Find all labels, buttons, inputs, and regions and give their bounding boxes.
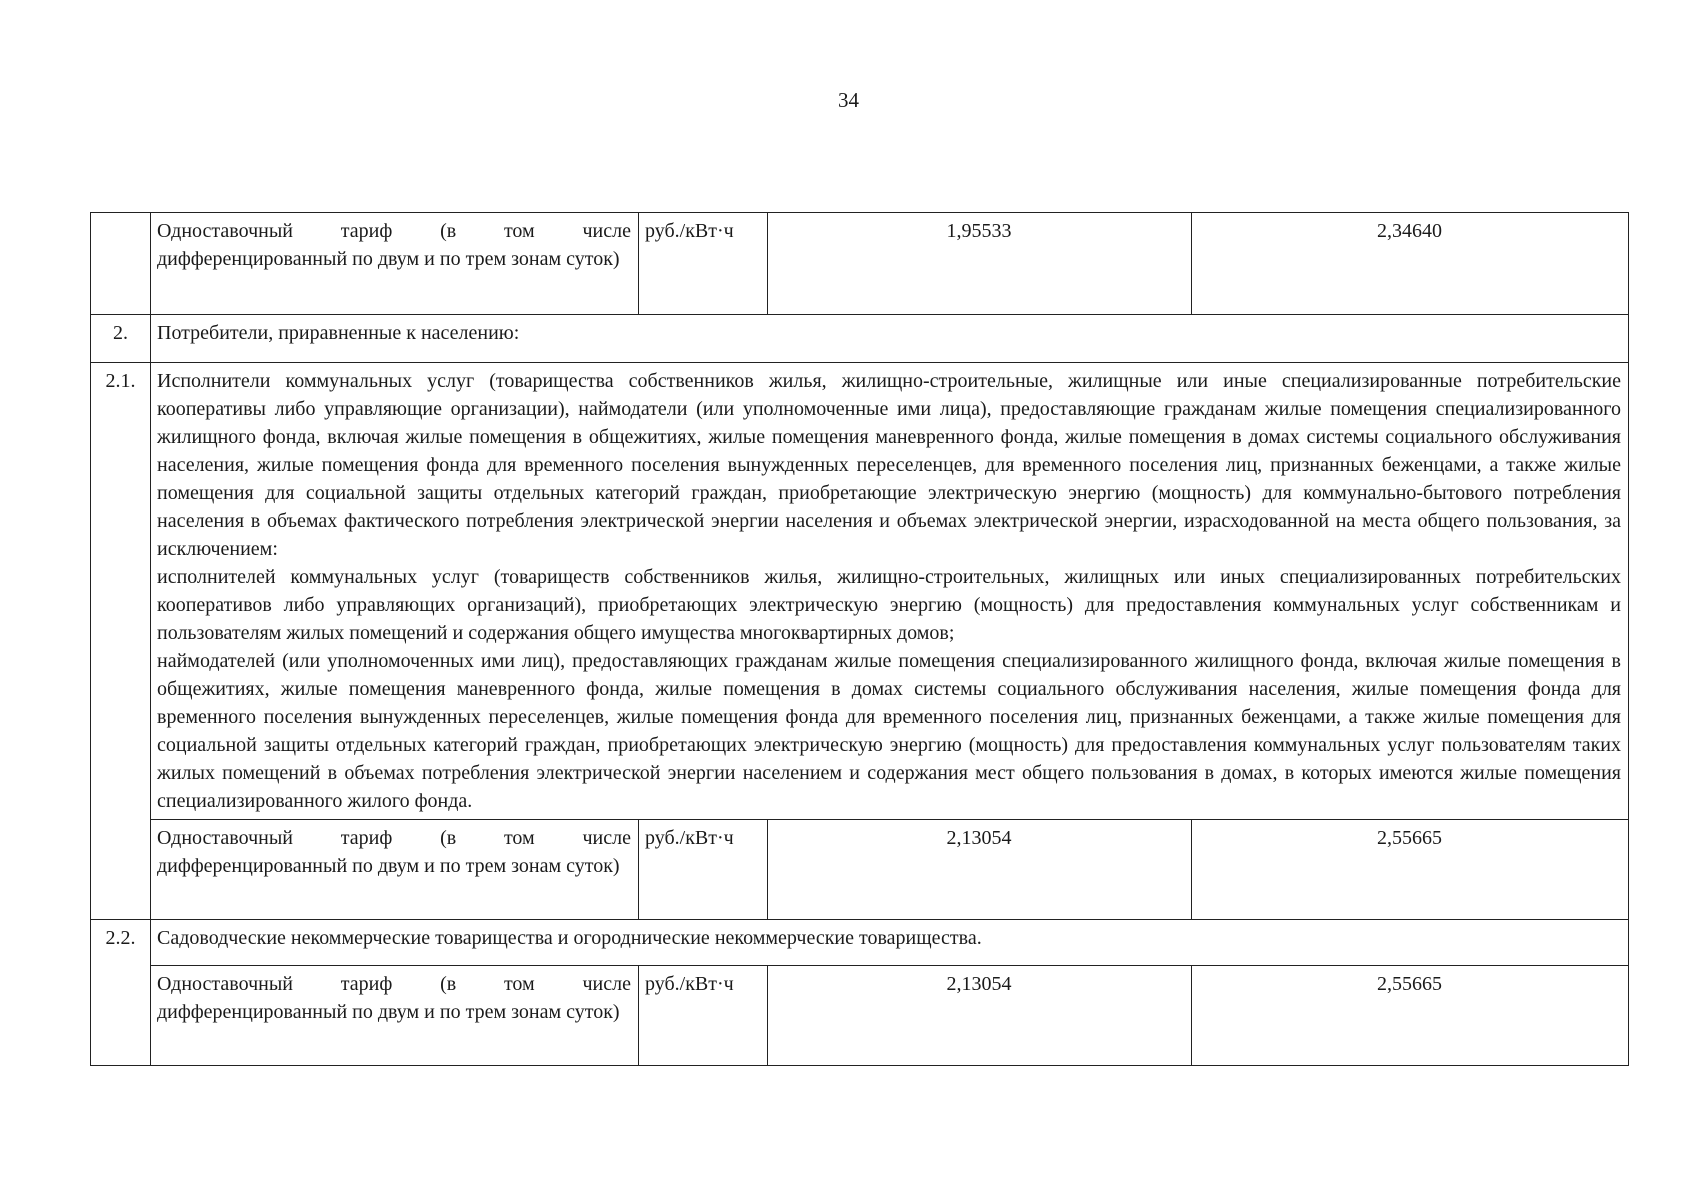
- section-title: Потребители, приравненные к населению:: [151, 315, 1629, 363]
- table-row: [91, 363, 1629, 820]
- table-row: [91, 820, 1629, 920]
- unit-cell: руб./кВт·ч: [639, 213, 768, 315]
- table-row: [91, 213, 1629, 315]
- tariff-value-2: 2,55665: [1192, 966, 1629, 1066]
- description-paragraph: наймодателей (или уполномоченных ими лиц), предоставляющих гражданам жилые помещения специализированного жилищного фонда, включая жилые помещения в общежитиях, жилые помещения маневренного фонда, жилые помещения в домах системы социального обслуживания населения, жилые помещения фонда для временного поселения вынужденных переселенцев, жилые помещения фонда для временного поселения лиц, признанных беженцами, а также жилые помещения для социальной защиты отдельных категорий граждан, приобретающих электрическую энергию (мощность) для предоставления коммунальных услуг пользователям таких жилых помещений в объемах потребления электрической энергии населением и содержания мест общего пользования в домах, в которых имеются жилые помещения специализированного жилого фонда.: [157, 650, 1621, 812]
- description-paragraph: Исполнители коммунальных услуг (товарищества собственников жилья, жилищно-строительные, жилищные или иные специализированные потребительские кооперативы либо управляющие организации), наймодатели (или уполномоченные ими лица), предоставляющие гражданам жилые помещения специализированного жилищного фонда, включая жилые помещения в общежитиях, жилые помещения маневренного фонда, жилые помещения в домах системы социального обслуживания населения, жилые помещения фонда для временного поселения вынужденных переселенцев, для временного поселения лиц, признанных беженцами, а также жилые помещения для социальной защиты отдельных категорий граждан, приобретающие электрическую энергию (мощность) для коммунально-бытового потребления населения в объемах фактического потребления электрической энергии населения и объемах электрической энергии, израсходованной на места общего пользования, за исключением:: [157, 370, 1621, 560]
- tariff-value-1: 1,95533: [768, 213, 1192, 315]
- tariff-description: Одноставочный тариф (в том числе дифференцированный по двум и по трем зонам суток): [151, 820, 639, 920]
- tariff-value-1: 2,13054: [768, 966, 1192, 1066]
- tariff-value-1: 2,13054: [768, 820, 1192, 920]
- unit-cell: руб./кВт·ч: [639, 966, 768, 1066]
- row-number-cell: [91, 213, 151, 315]
- section-number: 2.2.: [91, 920, 151, 1066]
- tariff-description: Одноставочный тариф (в том числе дифференцированный по двум и по трем зонам суток): [151, 213, 639, 315]
- table-row: [91, 920, 1629, 966]
- table-row: [91, 966, 1629, 1066]
- tariff-value-2: 2,34640: [1192, 213, 1629, 315]
- section-title: Садоводческие некоммерческие товарищества и огороднические некоммерческие товарищества.: [151, 920, 1629, 966]
- tariff-value-2: 2,55665: [1192, 820, 1629, 920]
- section-description: [151, 363, 1629, 820]
- description-paragraph: исполнителей коммунальных услуг (товариществ собственников жилья, жилищно-строительных, жилищных или иных специализированных потребительских кооперативов либо управляющих организаций), приобретающих электрическую энергию (мощность) для предоставления коммунальных услуг собственникам и пользователям жилых помещений и содержания общего имущества многоквартирных домов;: [157, 566, 1621, 644]
- section-number: 2.: [91, 315, 151, 363]
- tariff-table: [90, 212, 1629, 1066]
- tariff-description: Одноставочный тариф (в том числе дифференцированный по двум и по трем зонам суток): [151, 966, 639, 1066]
- section-number: 2.1.: [91, 363, 151, 920]
- table-row: [91, 315, 1629, 363]
- unit-cell: руб./кВт·ч: [639, 820, 768, 920]
- page-number: 34: [838, 88, 859, 112]
